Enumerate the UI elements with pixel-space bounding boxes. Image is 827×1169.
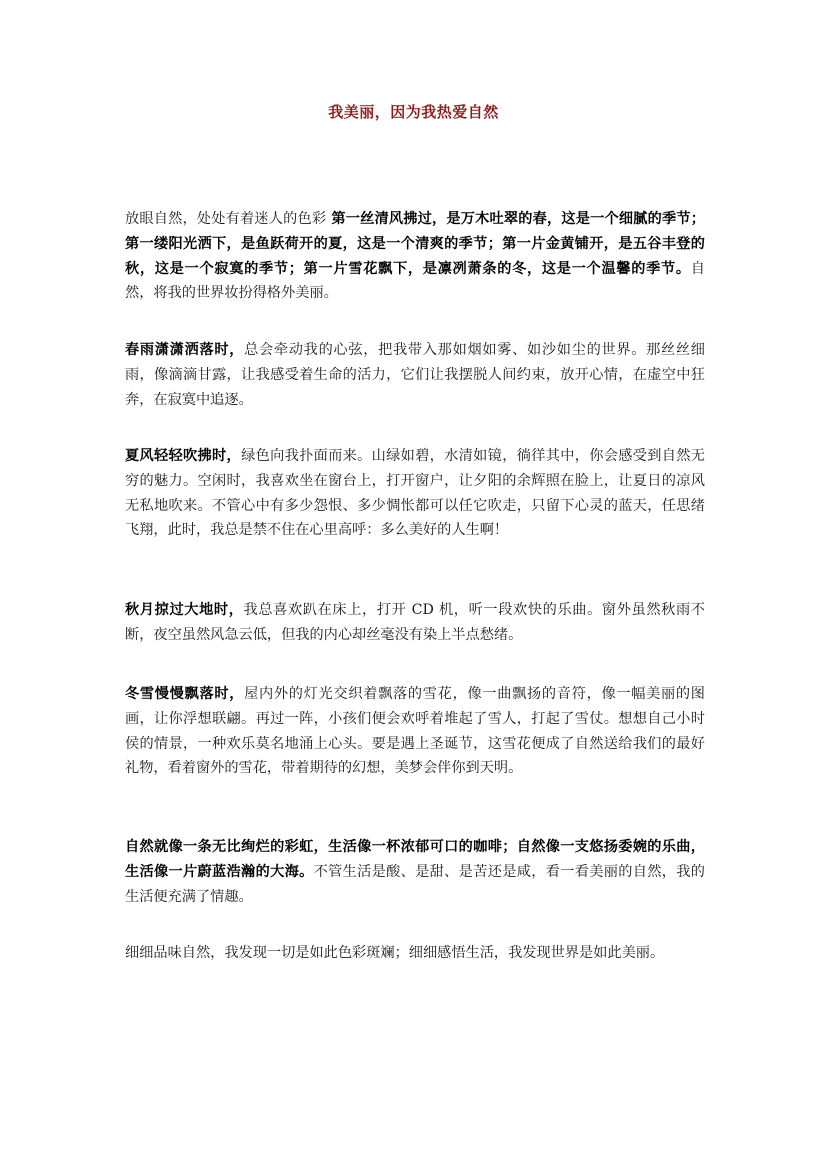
paragraph-body-text: 不管生活是酸、是甜、是苦还是咸，看一看美丽的自然，我的生活便充满了情趣。	[125, 863, 705, 905]
paragraph-bold-text: 春雨潇潇洒落时，	[125, 342, 245, 358]
paragraph-bold-text: 夏风轻轻吹拂时，	[125, 448, 242, 464]
paragraph-intro	[125, 207, 705, 306]
paragraph-body-text: 总会牵动我的心弦，把我带入那如烟如雾、如沙如尘的世界。那丝丝细雨，像滴滴甘露，让我感受着生命的活力，它们让我摆脱人间约束，放开心情，在虚空中狂奔，在寂寞中追逐。	[125, 342, 705, 408]
paragraph-body-text: 屋内外的灯光交织着飘落的雪花，像一曲飘扬的音符，像一幅美丽的图画，让你浮想联翩。再过一阵，小孩们便会欢呼着堆起了雪人，打起了雪仗。想想自己小时侯的情景，一种欢乐莫名地涌上心头。要是遇上圣诞节，这雪花便成了自然送给我们的最好礼物，看着窗外的雪花，带着期待的幻想，美梦会伴你到天明。	[125, 686, 705, 777]
paragraph-body-text: 我总喜欢趴在床上，打开 CD 机，听一段欢快的乐曲。窗外虽然秋雨不断，夜空虽然风急云低，但我的内心却丝毫没有染上半点愁绪。	[125, 602, 705, 643]
paragraph-summer	[125, 444, 705, 543]
paragraph-autumn	[125, 598, 705, 648]
paragraph-bold-text: 秋月掠过大地时，	[125, 602, 244, 618]
paragraph-bold-text: 第一丝清风拂过，是万木吐翠的春，这是一个细腻的季节；第一缕阳光洒下，是鱼跃荷开的夏，这是一个清爽的季节；第一片金黄铺开，是五谷丰登的秋，这是一个寂寞的季节；第一片雪花飘下，是凛冽萧条的冬，这是一个温馨的季节。	[125, 211, 705, 277]
paragraph-conclusion	[125, 941, 705, 966]
paragraph-body-text: 绿色向我扑面而来。山绿如碧，水清如镜，徜徉其中，你会感受到自然无穷的魅力。空闲时，我喜欢坐在窗台上，打开窗户，让夕阳的余辉照在脸上，让夏日的凉风无私地吹来。不管心中有多少怨恨、多少惆怅都可以任它吹走，只留下心灵的蓝天，任思绪飞翔，此时，我总是禁不住在心里高呼：多么美好的人生啊！	[125, 448, 705, 539]
paragraph-body-text: 自然，将我的世界妆扮得格外美丽。	[125, 260, 705, 302]
paragraph-bold-text: 冬雪慢慢飘落时，	[125, 686, 245, 702]
document-title: 我美丽，因为我热爱自然	[328, 103, 499, 121]
paragraph-spring	[125, 338, 705, 412]
paragraph-lead-text: 放眼自然，处处有着迷人的色彩	[125, 211, 327, 227]
paragraph-winter	[125, 682, 705, 781]
paragraph-body-text: 细细品味自然，我发现一切是如此色彩斑斓；细细感悟生活，我发现世界是如此美丽。	[125, 945, 665, 961]
paragraph-bold-text: 自然就像一条无比绚烂的彩虹，生活像一杯浓郁可口的咖啡；自然像一支悠扬委婉的乐曲，生活像一片蔚蓝浩瀚的大海。	[125, 839, 705, 880]
paragraph-nature-life	[125, 835, 705, 909]
